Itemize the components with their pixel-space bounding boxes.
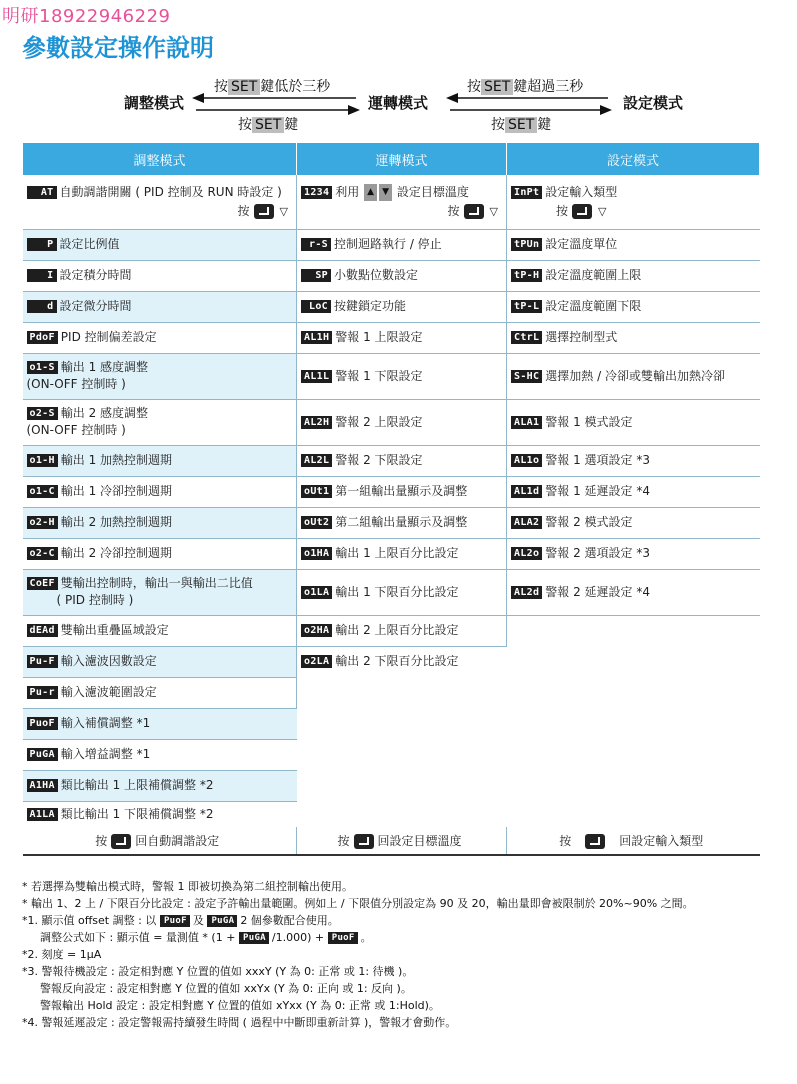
cell-text: 警報 2 下限設定 xyxy=(335,453,423,467)
table-cell xyxy=(297,476,507,507)
lcd-code: oUt2 xyxy=(301,516,332,529)
table-cell xyxy=(23,229,297,260)
table-cell xyxy=(507,399,760,445)
table-cell xyxy=(23,739,297,770)
cell-text: 按 xyxy=(556,203,569,218)
page-title: 參數設定操作說明 xyxy=(22,34,214,62)
cell-text: 警報 1 上限設定 xyxy=(335,330,423,344)
header-setup-mode: 設定模式 xyxy=(507,143,760,175)
cell-text: 雙輸出重疊區域設定 xyxy=(60,623,169,637)
table-cell xyxy=(297,353,507,399)
lcd-code: o2HA xyxy=(301,624,332,637)
table-cell xyxy=(297,646,507,677)
set-key: SET xyxy=(481,79,513,95)
cell-text: /1.000) + xyxy=(271,931,325,944)
table-cell xyxy=(23,569,297,615)
lcd-code: AL1L xyxy=(301,370,332,383)
lcd-code: o1-S xyxy=(27,361,58,374)
cell-text: ( PID 控制時 ) xyxy=(56,593,134,607)
mode-flow-diagram xyxy=(0,70,797,140)
table-row xyxy=(23,260,760,291)
cell-text: 輸入濾波範圍設定 xyxy=(60,685,157,699)
footer-cell xyxy=(297,827,507,855)
cell-text: 選擇加熱 / 冷卻或雙輸出加熱冷卻 xyxy=(545,368,725,383)
table-cell xyxy=(297,569,507,615)
cell-text: 輸出 2 下限百分比設定 xyxy=(335,654,459,669)
cell-text: 輸入補償調整 *1 xyxy=(60,716,151,730)
cell-text: 輸入濾波因數設定 xyxy=(60,654,157,668)
table-cell xyxy=(23,801,297,827)
lcd-code: AL2o xyxy=(511,547,542,560)
table-cell xyxy=(297,260,507,291)
table-row xyxy=(23,353,760,399)
cell-text: 鍵 xyxy=(537,117,552,133)
cell-text: 警報 2 延遲設定 *4 xyxy=(545,584,651,599)
table-cell xyxy=(23,399,297,445)
cell-text: 警報 2 上限設定 xyxy=(335,414,423,429)
cell-text: 鍵低於三秒 xyxy=(260,79,331,95)
cell-text: 警報 1 選項設定 *3 xyxy=(545,453,651,467)
lcd-code: o2-C xyxy=(27,547,58,560)
lcd-code: A1HA xyxy=(27,779,58,792)
lcd-code: AL1d xyxy=(511,485,542,498)
cell-text: 按 xyxy=(447,203,460,218)
table-cell xyxy=(297,229,507,260)
down-triangle-icon: ▽ xyxy=(598,204,607,218)
table-cell xyxy=(23,445,297,476)
lcd-code: o1LA xyxy=(301,586,332,599)
cell-text: 。 xyxy=(360,931,372,944)
table-cell xyxy=(297,291,507,322)
cell-text: 輸出 2 冷卻控制週期 xyxy=(60,546,173,560)
cell-text: 警報 1 下限設定 xyxy=(335,368,423,383)
lcd-code: dEAd xyxy=(27,624,58,637)
cell-text: 輸出 1 加熱控制週期 xyxy=(60,453,173,467)
cell-text: 按 xyxy=(491,117,505,133)
cell-text: 類比輸出 1 下限補償調整 *2 xyxy=(60,806,214,821)
cell-text: 按鍵鎖定功能 xyxy=(334,299,407,313)
cell-text: 警報 1 延遲設定 *4 xyxy=(545,484,651,498)
cell-text: 雙輸出控制時，輸出一與輸出二比值 xyxy=(60,576,253,590)
table-cell xyxy=(507,260,760,291)
lcd-code: tPUn xyxy=(511,238,542,251)
note-line: *2. 刻度 = 1μA xyxy=(22,948,102,961)
left-bottom-label xyxy=(238,114,298,134)
lcd-code: LoC xyxy=(301,300,331,313)
table-cell xyxy=(23,615,297,646)
lcd-code: tP-L xyxy=(511,300,542,313)
table-footer-row xyxy=(23,827,760,855)
cell-text: 按 xyxy=(559,833,572,848)
table-row xyxy=(23,538,760,569)
lcd-code: r-S xyxy=(301,238,331,251)
set-key: SET xyxy=(252,117,284,133)
table-row xyxy=(23,322,760,353)
table-row xyxy=(23,507,760,538)
lcd-code: AL2d xyxy=(511,586,542,599)
cell-text: 按 xyxy=(95,833,108,848)
cell-text: *1. 顯示值 offset 調整 : 以 xyxy=(22,914,157,927)
cell-text: 第一組輸出量顯示及調整 xyxy=(335,484,468,498)
cell-text: 輸出 1 冷卻控制週期 xyxy=(60,484,173,498)
cell-text: 回自動調諧設定 xyxy=(135,833,220,848)
cell-text: 輸出 2 加熱控制週期 xyxy=(60,515,173,529)
table-cell xyxy=(23,770,297,801)
table-row xyxy=(23,175,760,229)
table-cell xyxy=(297,445,507,476)
lcd-code: o2LA xyxy=(301,655,332,668)
watermark-text: 明研18922946229 xyxy=(2,6,171,27)
header-run-mode: 運轉模式 xyxy=(297,143,507,175)
arrow-head-right-2 xyxy=(600,105,612,115)
lcd-code: o2-S xyxy=(27,407,58,420)
lcd-code: PuoF xyxy=(27,717,58,730)
table-cell xyxy=(23,476,297,507)
lcd-code: AL1H xyxy=(301,331,332,344)
right-bottom-label xyxy=(491,114,551,134)
table-cell xyxy=(507,476,760,507)
table-cell xyxy=(23,291,297,322)
table-cell xyxy=(297,615,507,646)
cell-text: 利用 xyxy=(335,184,360,199)
table-row xyxy=(23,445,760,476)
mode-setup-label: 設定模式 xyxy=(623,94,684,112)
note-line: * 輸出 1、2 上 / 下限百分比設定 : 設定予許輸出量範圍。例如上 / 下限值分別設定為 90 及 20，輸出量即會被限制於 20%~90% 之間。 xyxy=(22,897,694,910)
table-cell xyxy=(507,445,760,476)
cell-text: 按 xyxy=(337,833,350,848)
lcd-code: 1234 xyxy=(301,186,332,199)
cell-text: 控制迴路執行 / 停止 xyxy=(334,237,442,251)
cell-text: 輸出 1 感度調整 xyxy=(60,360,149,374)
lcd-code: o1-C xyxy=(27,485,58,498)
table-cell xyxy=(23,708,297,739)
lcd-code: ALA2 xyxy=(511,516,542,529)
lcd-code: A1LA xyxy=(27,808,58,821)
footer-cell xyxy=(507,827,760,855)
note-line: 警報輸出 Hold 設定 : 設定相對應 Y 位置的值如 xYxx (Y 為 0: 正常 或 1:Hold)。 xyxy=(40,999,440,1012)
return-key-icon xyxy=(572,204,592,219)
lcd-code: o1HA xyxy=(301,547,332,560)
lcd-code: AL1o xyxy=(511,454,542,467)
lcd-code: InPt xyxy=(511,186,542,199)
table-cell xyxy=(297,538,507,569)
cell-text: 按 xyxy=(214,79,228,95)
cell-text: (ON-OFF 控制時 ) xyxy=(26,377,126,391)
table-cell xyxy=(297,175,507,229)
cell-text: 警報 2 選項設定 *3 xyxy=(545,546,651,560)
table-row xyxy=(23,569,760,615)
lcd-code: PuGA xyxy=(27,748,58,761)
table-cell xyxy=(507,175,760,229)
table-cell xyxy=(507,507,760,538)
cell-text: 輸入增益調整 *1 xyxy=(60,747,151,761)
cell-text: 2 個參數配合使用。 xyxy=(240,914,339,927)
cell-text: 輸出 1 上限百分比設定 xyxy=(335,546,459,560)
lcd-code: d xyxy=(27,300,57,313)
cell-text: PID 控制偏差設定 xyxy=(60,330,157,344)
cell-text: 警報 1 模式設定 xyxy=(545,414,633,429)
table-cell xyxy=(507,569,760,615)
cell-text: 設定溫度範圍下限 xyxy=(545,299,642,313)
cell-text: 輸出 1 下限百分比設定 xyxy=(335,584,459,599)
table-cell xyxy=(507,353,760,399)
table-row xyxy=(23,229,760,260)
cell-text: 設定目標溫度 xyxy=(396,184,469,199)
note-line: *4. 警報延遲設定 : 設定警報需持續發生時間 ( 過程中中斷即重新計算 )，警報才會動作。 xyxy=(22,1016,457,1029)
mode-adjust-label: 調整模式 xyxy=(124,94,185,112)
arrow-head-left-2 xyxy=(446,93,458,103)
table-cell xyxy=(23,507,297,538)
lcd-code: AL2H xyxy=(301,416,332,429)
footer-cell xyxy=(23,827,297,855)
table-cell xyxy=(23,677,297,708)
lcd-code: ALA1 xyxy=(511,416,542,429)
empty-cell xyxy=(297,677,507,827)
lcd-code: Pu-r xyxy=(27,686,58,699)
lcd-code: I xyxy=(27,269,57,282)
table-cell xyxy=(23,646,297,677)
table-cell xyxy=(23,538,297,569)
up-arrow-key-icon: ▲ xyxy=(364,184,377,201)
right-top-label xyxy=(467,76,583,96)
cell-text: 設定微分時間 xyxy=(59,299,132,313)
return-key-icon xyxy=(354,834,374,849)
table-cell xyxy=(23,175,297,229)
lcd-code: P xyxy=(27,238,57,251)
cell-text: 鍵 xyxy=(284,117,299,133)
return-key-icon xyxy=(464,204,484,219)
cell-text: 調整公式如下 : 顯示值 = 量測值 * (1 + xyxy=(40,931,236,944)
parameter-table xyxy=(22,143,760,856)
lcd-code: PuoF xyxy=(160,915,190,927)
lcd-code: tP-H xyxy=(511,269,542,282)
cell-text: 輸出 2 上限百分比設定 xyxy=(335,623,459,637)
lcd-code: CtrL xyxy=(511,331,542,344)
lcd-code: S-HC xyxy=(511,370,542,383)
table-row xyxy=(23,615,760,646)
table-cell xyxy=(23,353,297,399)
header-adjust-mode: 調整模式 xyxy=(23,143,297,175)
down-arrow-key-icon: ▼ xyxy=(379,184,392,201)
lcd-code: PuoF xyxy=(328,932,358,944)
cell-text: 及 xyxy=(192,914,204,927)
lcd-code: SP xyxy=(301,269,331,282)
cell-text: 回設定輸入類型 xyxy=(619,833,704,848)
arrow-head-left-1 xyxy=(192,93,204,103)
table-row xyxy=(23,476,760,507)
mode-run-label: 運轉模式 xyxy=(368,94,429,112)
lcd-code: PuGA xyxy=(207,915,237,927)
lcd-code: Pu-F xyxy=(27,655,58,668)
cell-text: 按 xyxy=(238,117,252,133)
table-cell xyxy=(507,291,760,322)
table-cell xyxy=(507,229,760,260)
lcd-code: oUt1 xyxy=(301,485,332,498)
lcd-code: PdoF xyxy=(27,331,58,344)
empty-cell xyxy=(507,615,760,827)
return-key-icon xyxy=(111,834,131,849)
down-triangle-icon: ▽ xyxy=(279,204,288,218)
cell-text: 輸出 2 感度調整 xyxy=(60,406,149,420)
cell-text: (ON-OFF 控制時 ) xyxy=(26,423,126,437)
lcd-code: PuGA xyxy=(239,932,269,944)
cell-text: 小數點位數設定 xyxy=(334,268,419,282)
return-key-icon xyxy=(585,834,605,849)
cell-text: 類比輸出 1 上限補償調整 *2 xyxy=(60,778,214,792)
cell-text: 鍵超過三秒 xyxy=(513,79,584,95)
cell-text: 設定比例值 xyxy=(59,237,120,251)
left-top-label xyxy=(214,76,330,96)
note-line: * 若選擇為雙輸出模式時，警報 1 即被切換為第二組控制輸出使用。 xyxy=(22,880,353,893)
lcd-code: o2-H xyxy=(27,516,58,529)
set-key: SET xyxy=(505,117,537,133)
note-line: 警報反向設定 : 設定相對應 Y 位置的值如 xxYx (Y 為 0: 正向 或 1: 反向 )。 xyxy=(40,982,412,995)
arrow-head-right-1 xyxy=(348,105,360,115)
table-row xyxy=(23,291,760,322)
table-cell xyxy=(507,538,760,569)
table-cell xyxy=(23,260,297,291)
note-line: *3. 警報待機設定 : 設定相對應 Y 位置的值如 xxxY (Y 為 0: 正常 或 1: 待機 )。 xyxy=(22,965,414,978)
cell-text: 按 xyxy=(237,203,250,218)
table-cell xyxy=(297,507,507,538)
set-key: SET xyxy=(228,79,260,95)
note-line xyxy=(22,929,782,946)
note-line xyxy=(22,912,782,929)
cell-text: 設定輸入類型 xyxy=(545,184,618,199)
cell-text: 回設定目標溫度 xyxy=(377,833,462,848)
table-cell xyxy=(507,322,760,353)
cell-text: 第二組輸出量顯示及調整 xyxy=(335,515,468,529)
cell-text: 警報 2 模式設定 xyxy=(545,515,633,529)
footnotes xyxy=(22,878,782,1031)
lcd-code: AL2L xyxy=(301,454,332,467)
cell-text: 設定溫度單位 xyxy=(545,237,618,251)
table-row xyxy=(23,399,760,445)
lcd-code: AT xyxy=(27,186,57,199)
table-cell xyxy=(297,322,507,353)
return-key-icon xyxy=(254,204,274,219)
lcd-code: CoEF xyxy=(27,577,58,590)
lcd-code: o1-H xyxy=(27,454,58,467)
table-cell xyxy=(297,399,507,445)
table-cell xyxy=(23,322,297,353)
cell-text: 按 xyxy=(467,79,481,95)
cell-text: 自動調諧開關 ( PID 控制及 RUN 時設定 ) xyxy=(59,184,282,199)
cell-text: 設定積分時間 xyxy=(59,268,132,282)
down-triangle-icon: ▽ xyxy=(489,204,498,218)
cell-text: 選擇控制型式 xyxy=(545,330,618,344)
cell-text: 設定溫度範圍上限 xyxy=(545,268,642,282)
